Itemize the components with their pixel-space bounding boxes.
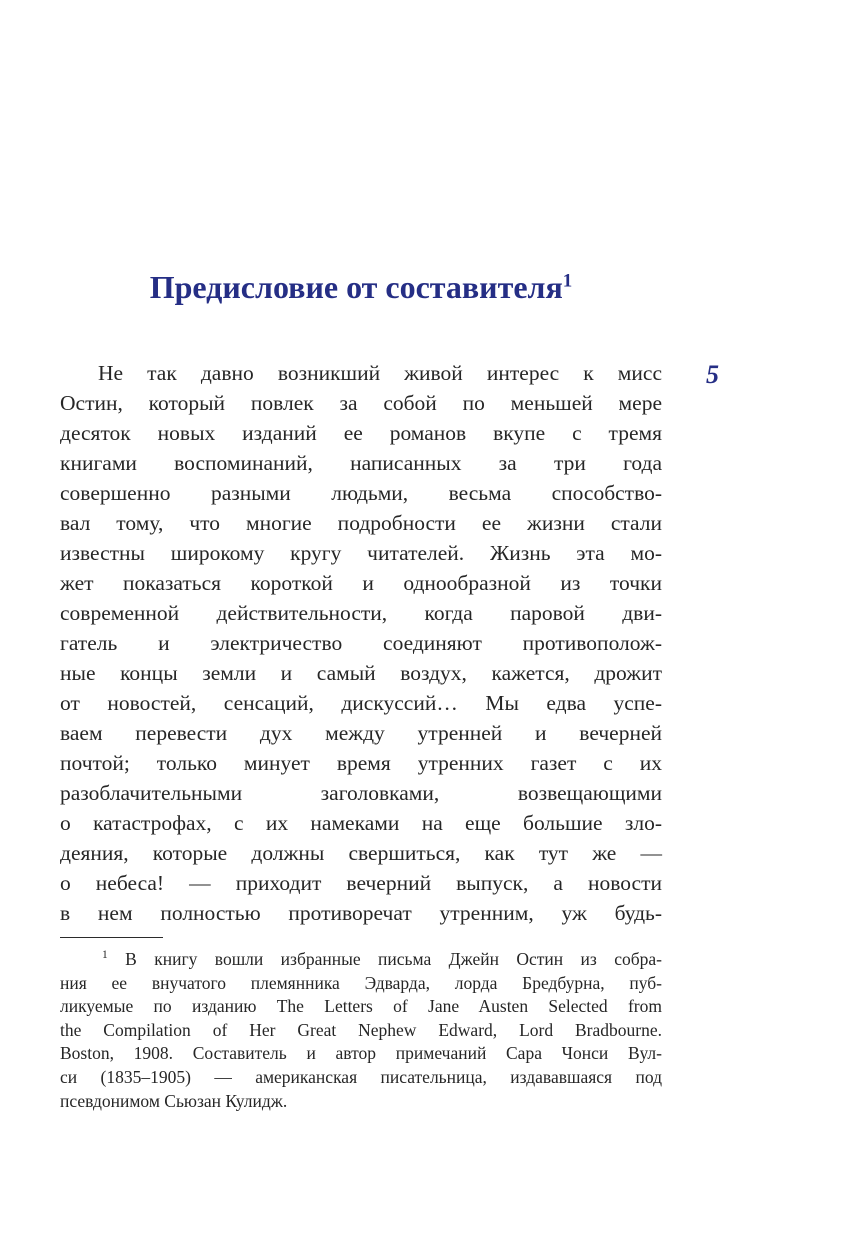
body-line: жет показаться короткой и однообразной из точки: [60, 571, 662, 595]
body-line: вал тому, что многие подробности ее жизни стали: [60, 511, 662, 535]
body-line: ваем перевести дух между утренней и вечерней: [60, 721, 662, 745]
footnote-line: the Compilation of Her Great Nephew Edward, Lord Bradbourne.: [60, 1019, 662, 1040]
footnote: [60, 948, 662, 1113]
chapter-title-text: Предисловие от составителя: [149, 269, 563, 305]
body-line: десяток новых изданий ее романов вкупе с тремя: [60, 421, 662, 445]
footnote-reference-mark: 1: [562, 270, 573, 292]
footnote-line: псевдонимом Сьюзан Кулидж.: [60, 1090, 288, 1111]
body-line: разоблачительными заголовками, возвещающими: [60, 781, 662, 805]
footnote-line: [60, 948, 662, 972]
body-paragraph: [60, 358, 662, 928]
footnote-line: си (1835–1905) — американская писательница, издававшаяся под: [60, 1066, 662, 1087]
body-line: о катастрофах, с их намеками на еще большие зло-: [60, 811, 662, 835]
footnote-marker: 1: [102, 949, 108, 962]
footnote-line: Boston, 1908. Составитель и автор примечаний Сара Чонси Вул-: [60, 1043, 662, 1064]
body-line: почтой; только минует время утренних газет с их: [60, 751, 662, 775]
body-line: совершенно разными людьми, весьма способство-: [60, 481, 662, 505]
body-line: о небеса! — приходит вечерний выпуск, а новости: [60, 871, 662, 895]
body-line: современной действительности, когда паровой дви-: [60, 601, 662, 625]
body-line: деяния, которые должны свершиться, как тут же —: [60, 841, 662, 865]
footnote-line: ликуемые по изданию The Letters of Jane Austen Selected from: [60, 996, 662, 1017]
body-line: гатель и электричество соединяют противополож-: [60, 631, 662, 655]
body-line: в нем полностью противоречат утренним, уж будь-: [60, 901, 662, 925]
footnote-line: ния ее внучатого племянника Эдварда, лорда Бредбурна, пуб-: [60, 972, 662, 993]
margin-page-number: 5: [706, 360, 719, 389]
body-line: известны широкому кругу читателей. Жизнь эта мо-: [60, 541, 662, 565]
body-line: книгами воспоминаний, написанных за три года: [60, 451, 662, 475]
body-line: от новостей, сенсаций, дискуссий… Мы едва успе-: [60, 691, 662, 715]
body-line: Не так давно возникший живой интерес к мисс: [98, 361, 662, 385]
chapter-title: [60, 269, 662, 305]
body-line: ные концы земли и самый воздух, кажется, дрожит: [60, 661, 662, 685]
body-line: Остин, который повлек за собой по меньшей мере: [60, 391, 662, 415]
footnote-line-text: В книгу вошли избранные письма Джейн Остин из собра-: [107, 949, 662, 969]
footnote-separator: [60, 937, 163, 938]
